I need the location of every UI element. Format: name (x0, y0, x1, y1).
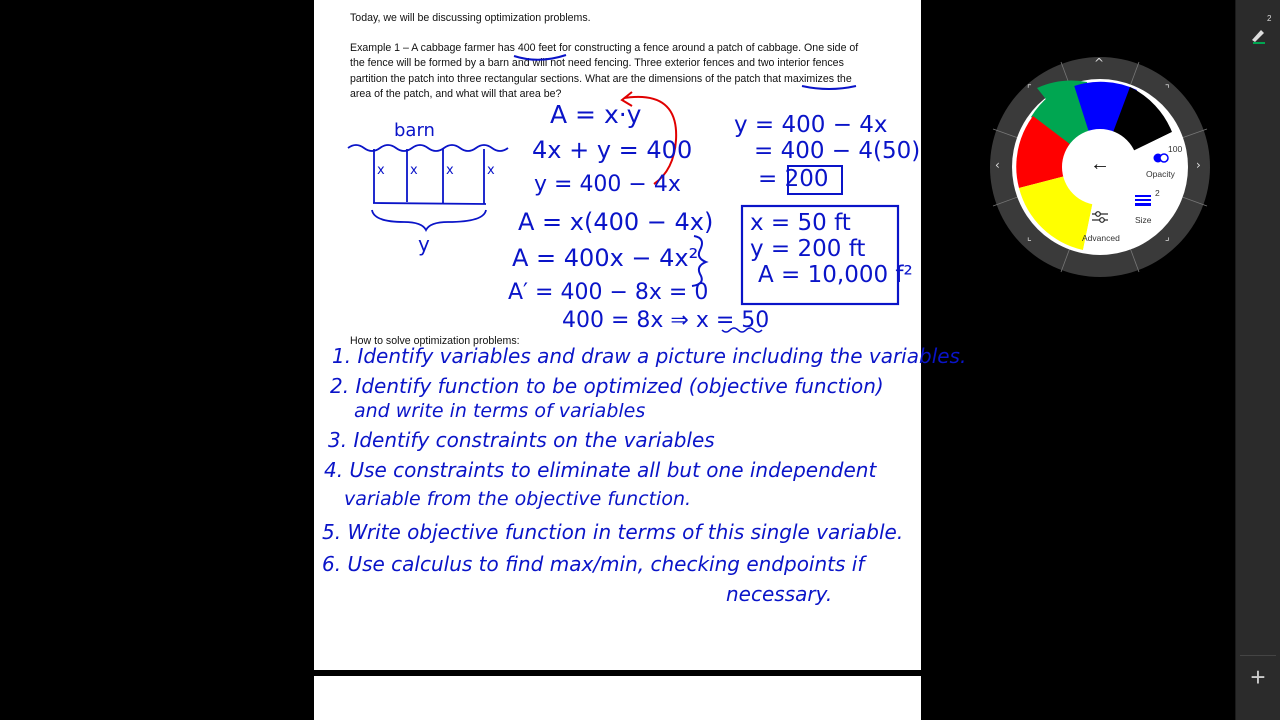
corner-br-icon: ⌟ (1165, 232, 1170, 243)
corner-tr-icon: ⌝ (1165, 84, 1170, 95)
right-toolbar (1235, 0, 1280, 720)
ink-color-wheel[interactable] (989, 54, 1211, 280)
barn-label: barn (394, 120, 435, 141)
example-line-4: area of the patch, and what will that area be? (350, 88, 562, 100)
back-arrow-icon[interactable]: ← (1090, 153, 1110, 175)
x-label-4: x (487, 163, 495, 178)
y-label: y (418, 232, 430, 256)
step-2-cont: and write in terms of variables (354, 400, 646, 422)
opacity-label: Opacity (1146, 169, 1175, 179)
work-line-3: y = 400 − 4x (534, 172, 681, 197)
document-page[interactable] (314, 0, 967, 670)
opacity-icon[interactable] (1153, 150, 1169, 168)
add-icon[interactable]: + (1250, 662, 1266, 692)
answer-area: A = 10,000 f² (758, 262, 913, 288)
step-1: 1. Identify variables and draw a picture including the variables. (332, 344, 967, 368)
how-to-heading: How to solve optimization problems: (350, 335, 520, 347)
work-line-1: A = x·y (550, 100, 642, 129)
size-value: 2 (1155, 188, 1160, 198)
step-6: 6. Use calculus to find max/min, checking endpoints if (322, 552, 865, 576)
work-line-4: A = x(400 − 4x) (518, 208, 714, 236)
work-line-2: 4x + y = 400 (532, 136, 693, 164)
subst-line-3: = 200 (758, 166, 829, 192)
size-icon[interactable] (1135, 195, 1151, 206)
pen-tool-button[interactable] (1243, 22, 1273, 48)
step-6-cont: necessary. (726, 582, 833, 606)
answer-y: y = 200 ft (750, 236, 866, 262)
chevron-left-icon[interactable]: ‹ (995, 158, 1000, 172)
work-line-6: A′ = 400 − 8x = 0 (508, 280, 709, 305)
corner-tl-icon: ⌜ (1027, 84, 1032, 95)
x-label-2: x (410, 163, 418, 178)
pen-badge: 2 (1267, 14, 1272, 23)
subst-line-2: = 400 − 4(50) (754, 138, 921, 164)
work-line-5: A = 400x − 4x² (512, 244, 699, 272)
size-label: Size (1135, 215, 1152, 225)
chevron-right-icon[interactable]: › (1196, 158, 1201, 172)
intro-text: Today, we will be discussing optimization problems. (350, 12, 591, 24)
step-5: 5. Write objective function in terms of this single variable. (322, 520, 904, 544)
step-4-cont: variable from the objective function. (344, 488, 692, 510)
work-line-7: 400 = 8x ⇒ x = 50 (562, 308, 770, 333)
sliders-icon[interactable] (1092, 210, 1108, 229)
step-4: 4. Use constraints to eliminate all but one independent (324, 458, 877, 482)
toolbar-divider (1240, 655, 1276, 656)
subst-line-1: y = 400 − 4x (734, 112, 888, 138)
example-line-1: Example 1 – A cabbage farmer has 400 feet for constructing a fence around a patch of cabbage. One side of (350, 42, 859, 54)
x-label-3: x (446, 163, 454, 178)
next-page[interactable] (314, 676, 921, 720)
step-3: 3. Identify constraints on the variables (328, 428, 715, 452)
answer-x: x = 50 ft (750, 210, 851, 236)
step-2: 2. Identify function to be optimized (objective function) (330, 374, 884, 398)
example-line-2: the fence will be formed by a barn and will not need fencing. Three exterior fences and two interior fences (350, 57, 844, 69)
chevron-up-icon[interactable]: ^ (1094, 56, 1105, 70)
x-label-1: x (377, 163, 385, 178)
example-line-3: partition the patch into three rectangular sections. What are the dimensions of the patch that maximizes the (350, 73, 852, 85)
pen-icon (1249, 26, 1267, 44)
advanced-label[interactable]: Advanced (1082, 233, 1120, 243)
corner-bl-icon: ⌞ (1027, 232, 1032, 243)
opacity-value: 100 (1168, 144, 1183, 154)
